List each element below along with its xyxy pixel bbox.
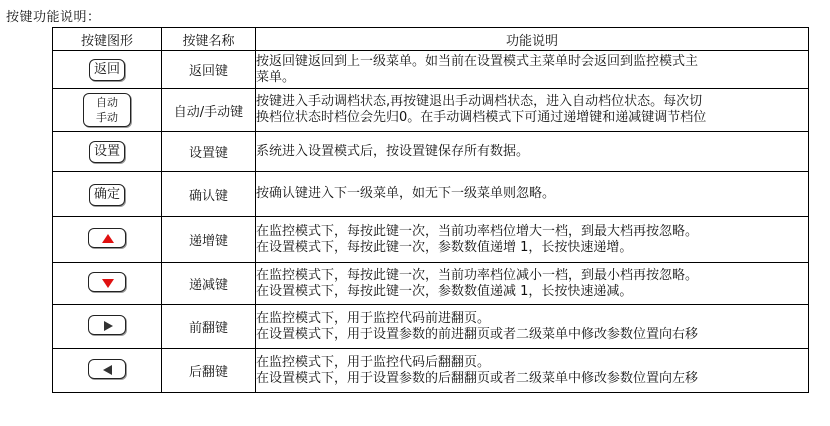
confirm-key-graphic: 确定: [89, 184, 125, 206]
increment-key-graphic: [88, 228, 126, 248]
key-name: 递增键: [162, 217, 256, 263]
table-row: [53, 132, 809, 172]
key-description: 按键进入手动调档状态,再按键退出手动调档状态，进入自动档位状态。每次切 换档位状态时档位会先归0。在手动调档模式下可通过递增键和递减键调节档位: [256, 89, 809, 132]
section-heading: 按键功能说明：: [6, 10, 101, 25]
table-row: [53, 263, 809, 305]
auto-manual-key-graphic: 自动 手动: [83, 93, 131, 127]
left-triangle-icon: [89, 360, 127, 380]
key-name: 返回键: [162, 51, 256, 89]
key-function-table: [52, 27, 809, 393]
table-header-row: [53, 28, 809, 51]
key-description: 在监控模式下，用于监控代码前进翻页。 在设置模式下，用于设置参数的前进翻页或者二级菜单中修改参数位置向右移: [256, 305, 809, 349]
key-name: 设置键: [162, 132, 256, 172]
table-row: [53, 217, 809, 263]
page-forward-key-graphic: [88, 315, 126, 335]
key-name: 自动/手动键: [162, 89, 256, 132]
table-row: [53, 349, 809, 393]
header-function-desc: 功能说明: [256, 28, 809, 51]
back-key-graphic: 返回: [89, 59, 125, 81]
table-row: [53, 305, 809, 349]
page-back-key-graphic: [88, 359, 126, 379]
key-description: 在监控模式下，每按此键一次，当前功率档位增大一档，到最大档再按忽略。 在设置模式下，每按此键一次，参数数值递增 1，长按快速递增。: [256, 217, 809, 263]
up-triangle-icon: [89, 229, 127, 249]
key-name: 确认键: [162, 172, 256, 217]
key-description: 系统进入设置模式后，按设置键保存所有数据。: [256, 132, 809, 172]
key-description: 按确认键进入下一级菜单，如无下一级菜单则忽略。: [256, 172, 809, 217]
table-row: [53, 172, 809, 217]
table-row: [53, 89, 809, 132]
key-description: 在监控模式下，用于监控代码后翻翻页。 在设置模式下，用于设置参数的后翻翻页或者二级菜单中修改参数位置向左移: [256, 349, 809, 393]
key-description: 在监控模式下，每按此键一次，当前功率档位减小一档，到最小档再按忽略。 在设置模式下，每按此键一次，参数数值递减 1，长按快速递减。: [256, 263, 809, 305]
key-description: 按返回键返回到上一级菜单。如当前在设置模式主菜单时会返回到监控模式主 菜单。: [256, 51, 809, 89]
key-name: 后翻键: [162, 349, 256, 393]
header-key-graphic: 按键图形: [53, 28, 162, 51]
down-triangle-icon: [89, 273, 127, 293]
key-name: 前翻键: [162, 305, 256, 349]
right-triangle-icon: [89, 316, 127, 336]
set-key-graphic: 设置: [89, 141, 125, 163]
header-key-name: 按键名称: [162, 28, 256, 51]
key-name: 递减键: [162, 263, 256, 305]
table-row: [53, 51, 809, 89]
decrement-key-graphic: [88, 272, 126, 292]
